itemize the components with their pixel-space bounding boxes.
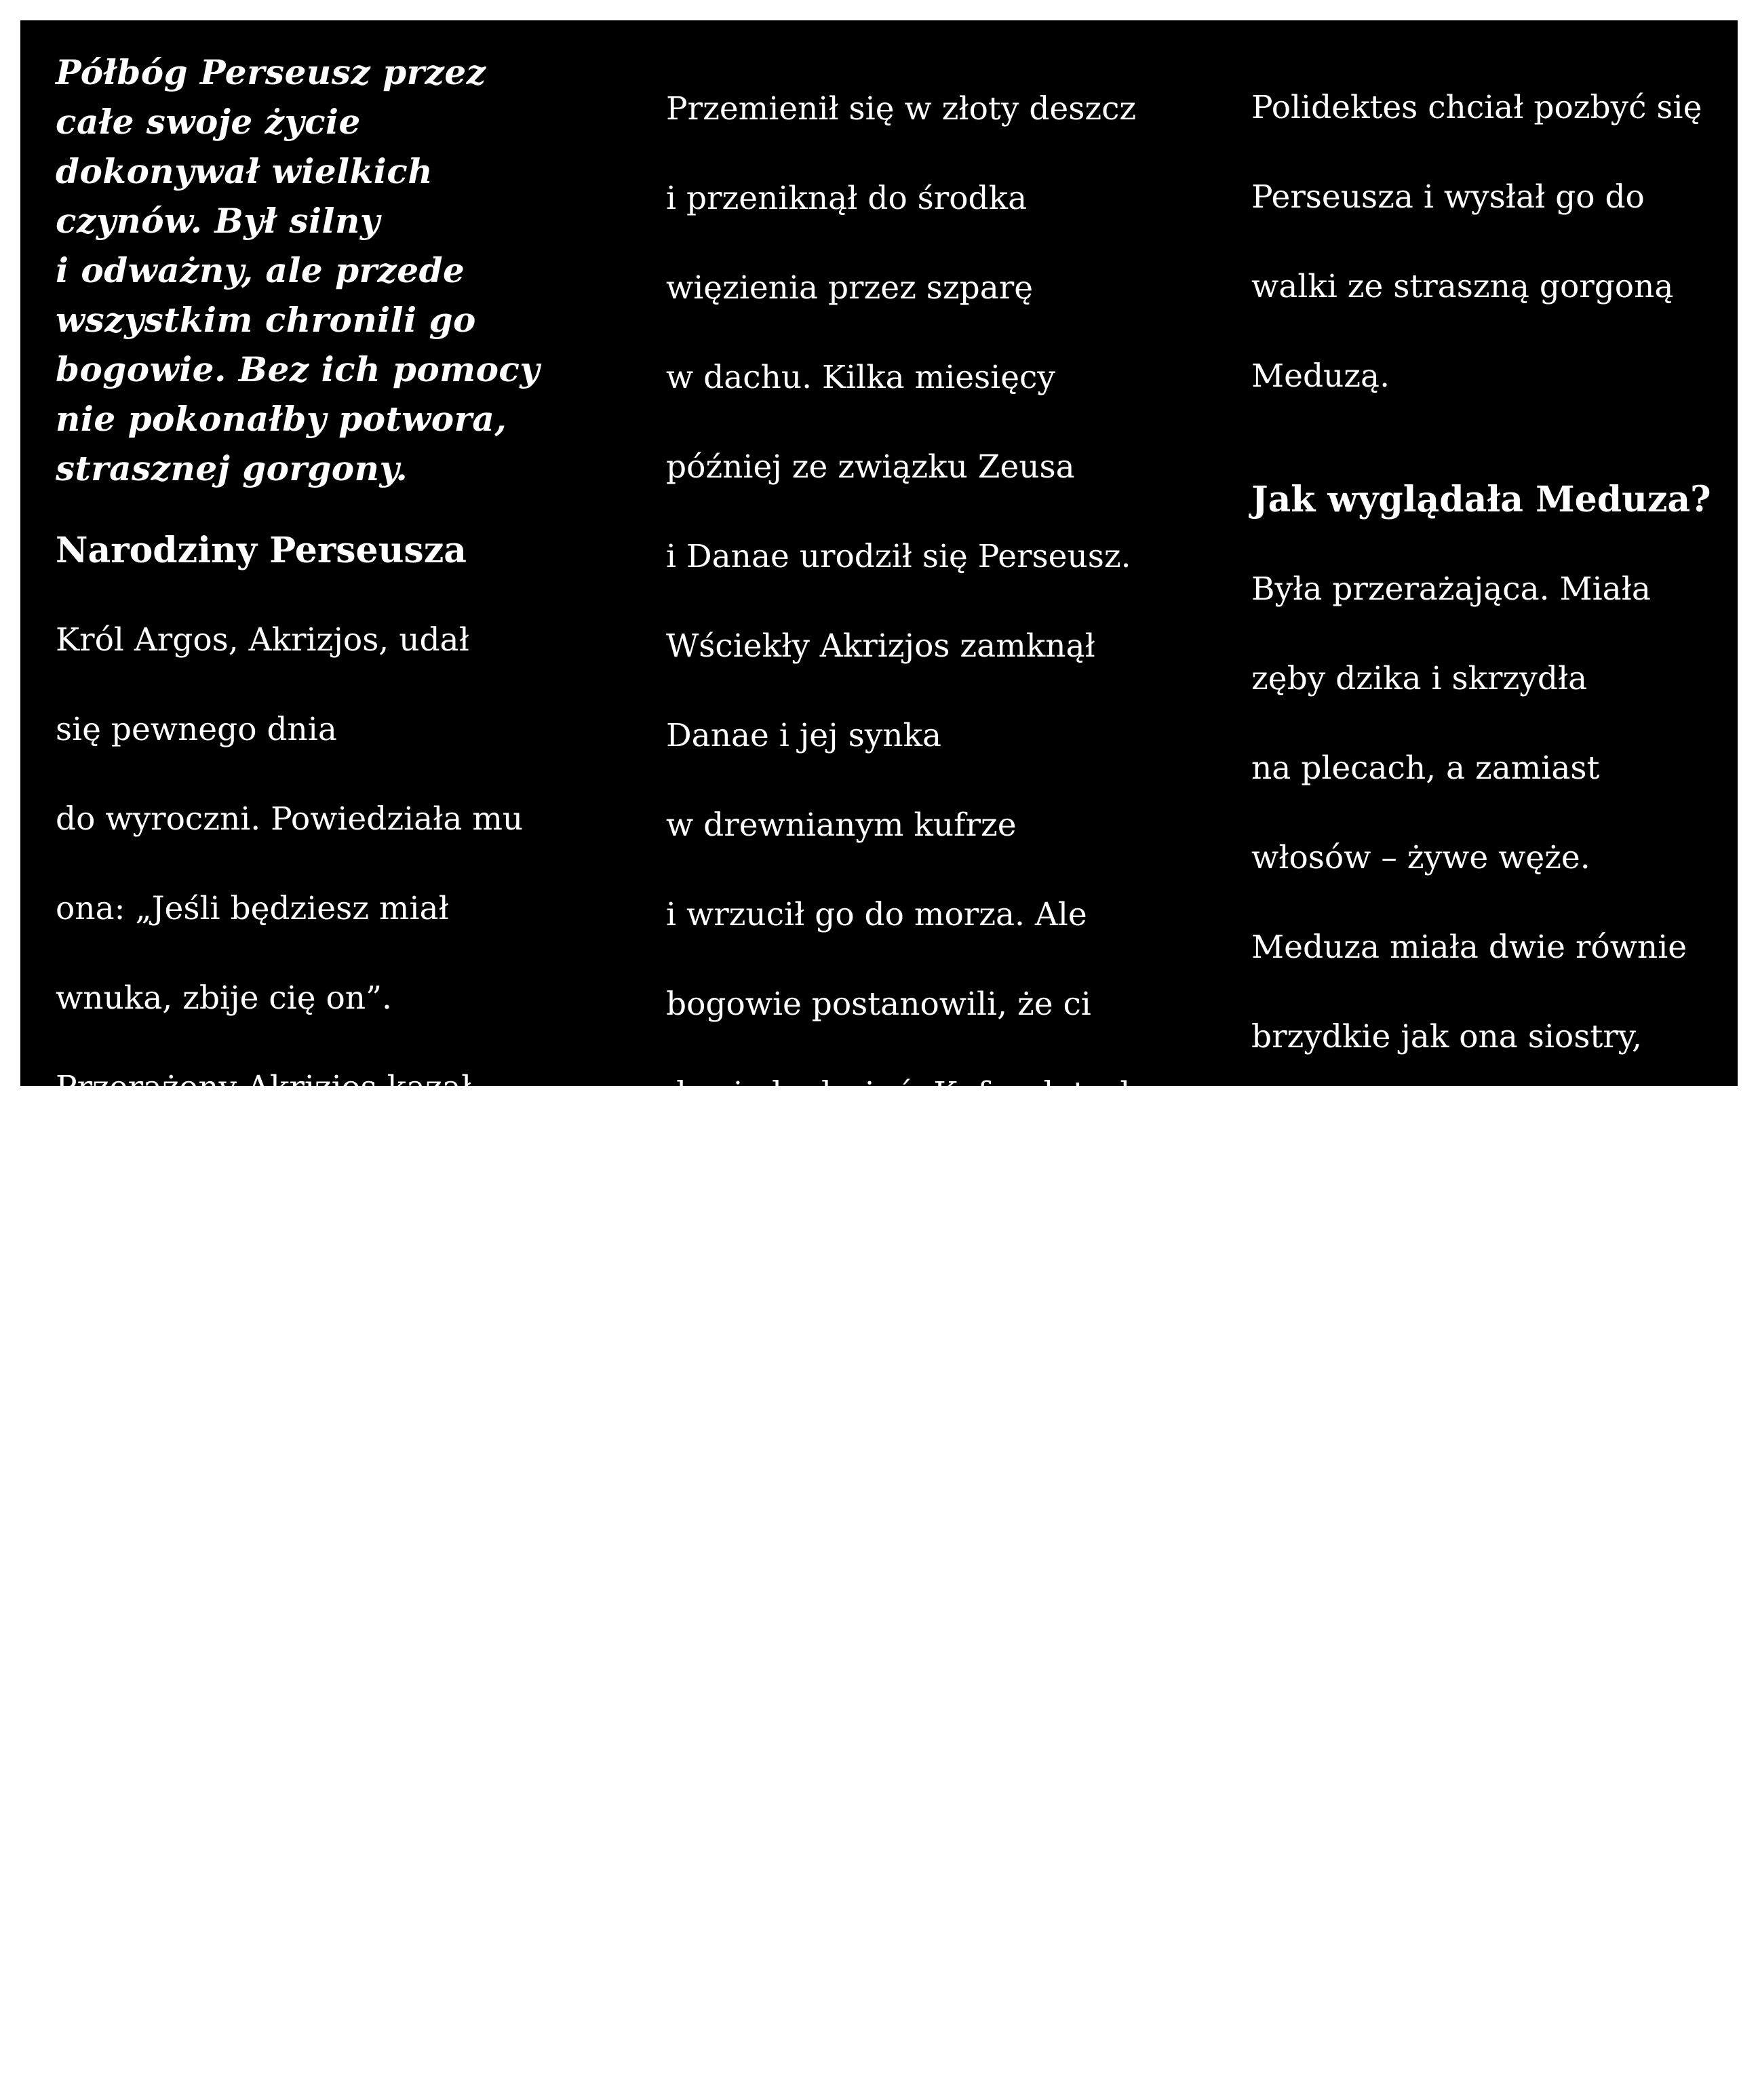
text-line: włosów – żywe węże. [1251,839,1590,876]
text-line: bogowie. Bez ich pomocy [56,349,540,389]
text-line: nie pokonałby potwora, [56,399,507,439]
text-line: się w kamień. [1251,1466,1473,1503]
text-line: odrzucała jego zaloty, [666,1835,1015,1872]
paragraph-narodziny [56,573,652,1603]
text-line: Meduzą. [1251,357,1390,395]
section-heading-jak-wygladala-meduza: Jak wyglądała Meduza? [1251,479,1711,520]
text-line: Półbóg Perseusz przez [56,52,486,92]
text-line: brzydkie jak ona siostry, [1251,1018,1642,1055]
text-line: więzienia przez szparę [666,269,1034,307]
text-line: bogowie postanowili, że ci [666,986,1091,1023]
text-line: Matka i jej dziecko zostali [666,1254,1086,1291]
text-line: Meduza miała dwie równie [1251,929,1687,966]
lead-paragraph [56,47,652,493]
text-line: więzienie i zamknął w nim [56,1248,482,1285]
section-heading-porywczy-krol: Porywczy król [666,1564,939,1606]
scanned-page [20,20,1738,2051]
section-heading-zabicie-meduzy: Zabicie Meduzy [1251,1597,1560,1638]
text-line: czynów. Był silny [56,201,380,241]
paragraph-polidektes [1251,41,1740,444]
text-line: strasznej gorgony. [56,448,408,488]
text-line: do brzegów wyspy Serifos. [666,1165,1098,1202]
text-line: młodzieńcem, ochraniał ją. [666,2014,1101,2051]
column-1 [56,20,652,1603]
text-line: niewidzialnym, a Atena – [1251,1957,1654,1994]
column-3 [1251,20,1740,2043]
text-line: na plecach, a zamiast [1251,750,1600,787]
text-line: Wszystkie trzy nazywano [1251,1197,1657,1234]
text-line: wnuka, zbije cię on”. [56,979,393,1017]
text-line: hełm czyniący go [1251,1867,1529,1905]
text-line: walki ze straszną gorgoną [1251,268,1674,305]
text-line: Król Argos, Akrizjos, udał [56,621,469,659]
text-line: i odważny, ale przede [56,250,465,290]
text-line: Była przerażająca. Miała [1251,570,1651,608]
text-line: w drewnianym kufrze [666,806,1017,844]
text-line: ona: „Jeśli będziesz miał [56,890,449,927]
text-line: które były nieśmiertelne. [1251,1108,1656,1145]
text-line: Wściekły Akrizjos zamknął [666,627,1095,665]
text-line: a Perseusz, stawszy się [666,1924,1041,1962]
text-line: do wyroczni. Powiedziała mu [56,800,524,838]
text-line: gorgonami. Ktokolwiek [1251,1287,1626,1324]
text-line: Przerażony Akrizjos kazał [56,1069,472,1106]
text-line: Polidektesa. [666,1433,862,1471]
text-line: i Danae urodził się Perseusz. [666,538,1131,575]
paragraph-porywczy-krol [666,1608,1236,2100]
column-2 [666,20,1236,2100]
paragraph-przemienil [666,42,1236,1519]
text-line: Polidektes zakochał się [666,1656,1040,1693]
paragraph-zabicie-meduzy [1251,1640,1740,2043]
text-line: i wrzucił go do morza. Ale [666,896,1087,933]
text-line: w pięknej Danae. Lecz ona [666,1745,1099,1783]
text-line: wszystkim chronili go [56,300,476,340]
text-line: skrzydlate sandały, Hades – [1251,1778,1697,1815]
text-line: się pewnego dnia [56,711,337,748]
text-line: i przeniknął do środka [666,180,1028,217]
text-line: całe swoje życie [56,102,361,142]
section-heading-narodziny: Narodziny Perseusza [56,530,467,571]
text-line: później ze związku Zeusa [666,448,1075,486]
text-line: Danae i jej synka [666,717,942,754]
text-line: dwoje będą żyć. Kufer dotarł [666,1075,1131,1112]
text-line: Zeus dostrzegł z Olimpu [56,1427,449,1464]
text-line: wybudować podziemne [56,1159,431,1196]
text-line: niezwykłą urodę Danae. [56,1517,444,1554]
text-line: spojrzał im w oczy, zamienia [1251,1376,1710,1414]
paragraph-jak-wygladala-meduza [1251,522,1740,1552]
text-line: dokonywał wielkich [56,151,433,191]
text-line: Przemienił się w złoty deszcz [666,90,1137,128]
text-line: swoją jedyną córkę Danae. [56,1338,488,1375]
text-line: zęby dzika i skrzydła [1251,660,1588,697]
text-line: Bogowie dali Perseuszowi [1251,1688,1670,1726]
text-line: Polidektes chciał pozbyć się [1251,89,1702,126]
text-line: Perseusza i wysłał go do [1251,178,1645,216]
text-line: przyjęci przez króla tej ziemi [666,1344,1133,1381]
text-line: w dachu. Kilka miesięcy [666,359,1055,396]
